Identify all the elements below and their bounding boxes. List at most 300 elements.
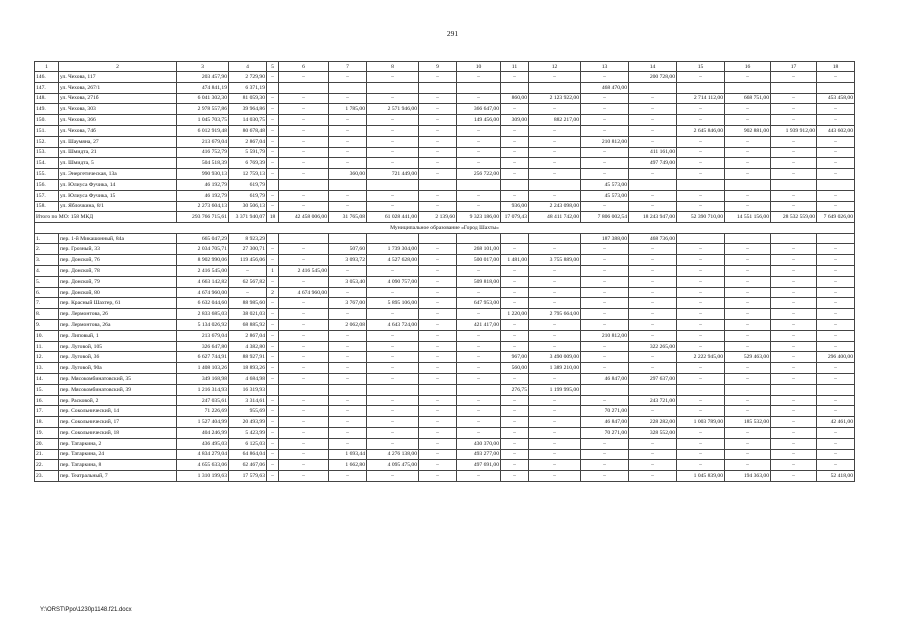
table-cell: 23. [35,471,59,482]
table-cell [457,233,501,244]
table-row [35,363,855,374]
table-cell: – [329,190,367,201]
table-cell: – [677,287,725,298]
table-cell: – [629,438,677,449]
table-cell: – [725,276,771,287]
table-cell: пер. Лермонтова, 26а [59,320,177,331]
table-cell: 4 663 142,82 [177,276,229,287]
table-cell: пер. Сокольнический, 18 [59,428,177,439]
table-cell [457,384,501,395]
table-cell: – [229,266,267,277]
table-cell: – [267,298,279,309]
table-cell: 529 463,00 [725,352,771,363]
table-cell: – [457,201,501,212]
table-cell: 45 573,00 [581,190,629,201]
table-cell: – [501,287,529,298]
table-cell: – [279,93,329,104]
table-cell: – [267,341,279,352]
table-cell: – [629,276,677,287]
table-cell: – [771,395,817,406]
table-cell: – [329,201,367,212]
table-cell: – [367,471,419,482]
table-cell: 1 739 304,00 [367,244,419,255]
table-cell: 411 161,00 [629,147,677,158]
table-cell: пер. Сокольнический, 14 [59,406,177,417]
table-cell: – [279,395,329,406]
table-cell: – [279,158,329,169]
table-cell: – [267,417,279,428]
table-cell: – [267,363,279,374]
table-cell: 8 923,29 [229,233,267,244]
table-cell: – [367,125,419,136]
table-cell: – [267,201,279,212]
table-cell: 443 602,00 [817,125,855,136]
table-cell: – [279,104,329,115]
table-cell [267,233,279,244]
table-cell: – [501,438,529,449]
table-cell: 5 591,79 [229,147,267,158]
table-cell: – [501,320,529,331]
table-cell: – [817,320,855,331]
table-cell: – [267,158,279,169]
table-cell: 936,00 [501,201,529,212]
table-row [35,82,855,93]
table-cell: – [457,428,501,439]
table-cell: – [279,255,329,266]
table-cell: – [725,449,771,460]
table-cell: 4 674 960,00 [177,287,229,298]
table-cell: – [419,406,457,417]
table-cell [419,179,457,190]
table-cell: 1 045 839,00 [677,471,725,482]
table-cell [457,82,501,93]
table-cell: – [267,330,279,341]
table-cell: 493 277,00 [457,449,501,460]
table-cell: ул. Чехова, 74б [59,125,177,136]
column-number: 13 [581,62,629,72]
table-cell: 203 457,90 [177,72,229,83]
table-cell: пер. Луговой, 90а [59,363,177,374]
table-cell: – [501,276,529,287]
table-cell [419,82,457,93]
table-cell: – [457,266,501,277]
table-cell: – [529,72,581,83]
table-cell: 18. [35,417,59,428]
table-cell: – [771,428,817,439]
table-cell: – [279,298,329,309]
table-cell: – [529,471,581,482]
table-cell: – [529,417,581,428]
table-cell: – [457,341,501,352]
table-cell: – [501,428,529,439]
table-cell: 2 222 945,00 [677,352,725,363]
table-cell: – [501,104,529,115]
table-cell: – [367,115,419,126]
table-cell: – [677,395,725,406]
table-cell: 1 939 912,00 [771,125,817,136]
table-cell: – [367,417,419,428]
table-cell: 860,00 [501,93,529,104]
table-cell: 13. [35,363,59,374]
table-cell: – [771,244,817,255]
table-cell: – [279,244,329,255]
table-cell: – [529,287,581,298]
total-value: 7 806 002,54 [581,212,629,223]
table-cell: – [419,147,457,158]
table-cell [771,233,817,244]
table-cell: – [771,72,817,83]
table-cell: – [817,309,855,320]
table-cell: – [725,460,771,471]
table-cell: 80 678,48 [229,125,267,136]
table-row [35,384,855,395]
table-cell: – [725,266,771,277]
table-cell: – [629,104,677,115]
page-number: 291 [446,29,459,38]
table-cell: 507,60 [329,244,367,255]
table-cell: – [629,115,677,126]
total-value: 17 079,43 [501,212,529,223]
table-cell: 2 123 922,00 [529,93,581,104]
table-cell: 20. [35,438,59,449]
table-cell: – [677,115,725,126]
table-cell: – [419,460,457,471]
table-cell: 88 927,91 [229,352,267,363]
table-row [35,147,855,158]
table-cell: 7. [35,298,59,309]
table-cell: – [329,147,367,158]
table-cell: 6 632 044,60 [177,298,229,309]
table-cell: – [771,93,817,104]
table-cell: – [817,330,855,341]
table-cell: – [329,341,367,352]
table-cell: – [279,147,329,158]
table-cell: 247 035,61 [177,395,229,406]
table-cell: – [771,352,817,363]
table-cell: 404 246,99 [177,428,229,439]
table-cell: – [817,406,855,417]
table-cell: – [529,125,581,136]
table-cell: 6 627 744,91 [177,352,229,363]
table-cell: – [529,428,581,439]
table-cell: – [329,136,367,147]
table-cell: – [267,190,279,201]
table-cell: – [279,330,329,341]
table-cell: 326 647,80 [177,341,229,352]
table-row [35,460,855,471]
table-cell: ул. Чехова, 366 [59,115,177,126]
table-cell: 1 310 199,63 [177,471,229,482]
table-cell: 2. [35,244,59,255]
table-cell: – [501,158,529,169]
table-cell: – [629,320,677,331]
table-cell: – [267,136,279,147]
table-cell: – [329,125,367,136]
table-cell: 1 045 703,75 [177,115,229,126]
table-cell: 8. [35,309,59,320]
table-row [35,169,855,180]
table-cell: – [771,115,817,126]
table-cell: – [329,266,367,277]
table-cell: 2 867,04 [229,330,267,341]
table-cell: – [725,147,771,158]
table-cell: 4 527 628,00 [367,255,419,266]
table-cell [629,384,677,395]
table-cell: – [367,341,419,352]
table-cell: 296 400,00 [817,352,855,363]
table-cell [677,384,725,395]
table-cell: 2 062,08 [329,320,367,331]
table-cell: – [419,169,457,180]
table-cell: 194 363,00 [725,471,771,482]
table-cell: – [629,266,677,277]
table-cell: – [367,309,419,320]
table-cell: – [725,330,771,341]
table-cell: – [817,255,855,266]
table-cell: – [529,266,581,277]
table-cell: – [529,330,581,341]
table-cell: – [279,417,329,428]
table-cell: – [457,363,501,374]
table-cell: – [817,298,855,309]
table-cell: 16. [35,395,59,406]
table-cell [629,82,677,93]
table-cell: – [581,93,629,104]
column-number: 5 [267,62,279,72]
table-cell: ул. Чехова, 303 [59,104,177,115]
table-cell: – [501,460,529,471]
table-cell: – [677,104,725,115]
table-cell: – [501,125,529,136]
table-cell: – [771,136,817,147]
table-cell [529,233,581,244]
table-cell: – [677,341,725,352]
table-cell [279,82,329,93]
table-cell: – [329,309,367,320]
table-cell: – [279,352,329,363]
table-cell: – [367,158,419,169]
table-cell: 4 095 475,00 [367,460,419,471]
table-cell: 349 168,98 [177,374,229,385]
column-number: 16 [725,62,771,72]
table-cell: – [457,72,501,83]
table-cell: – [279,115,329,126]
table-cell: 46 192,79 [177,179,229,190]
table-cell: – [267,115,279,126]
table-cell: – [267,169,279,180]
table-cell: – [529,395,581,406]
table-cell [817,384,855,395]
column-number: 6 [279,62,329,72]
table-cell: – [725,158,771,169]
table-cell: 560,00 [501,363,529,374]
table-cell [677,179,725,190]
table-cell: – [457,395,501,406]
table-cell: пер. Мясокомбинатовский, 35 [59,374,177,385]
table-row [35,320,855,331]
table-cell: – [419,352,457,363]
table-cell: – [501,136,529,147]
table-cell: 497 749,00 [629,158,677,169]
table-cell: – [677,255,725,266]
table-cell: – [367,266,419,277]
table-cell: ул. Чехова, 117 [59,72,177,83]
table-cell [279,233,329,244]
table-cell [419,384,457,395]
table-row [35,298,855,309]
table-cell: – [629,309,677,320]
table-cell: 243 721,00 [629,395,677,406]
table-cell: – [529,449,581,460]
table-cell: – [725,298,771,309]
table-cell: пер. Донской, 76 [59,255,177,266]
table-cell: 421 417,00 [457,320,501,331]
table-cell: 158. [35,201,59,212]
table-cell [367,179,419,190]
table-cell: – [501,147,529,158]
table-cell: – [501,169,529,180]
table-cell: – [725,395,771,406]
table-cell: 1 199 995,00 [529,384,581,395]
table-cell: – [367,136,419,147]
table-cell: – [771,460,817,471]
table-cell: – [419,125,457,136]
table-cell: – [817,266,855,277]
table-cell: – [771,201,817,212]
table-cell: 619,79 [229,179,267,190]
table-row [35,104,855,115]
table-cell: – [279,309,329,320]
table-row [35,158,855,169]
table-cell: – [677,309,725,320]
table-cell: – [329,287,367,298]
table-cell: – [419,449,457,460]
table-cell: 62 567,82 [229,276,267,287]
table-cell: 2 [267,287,279,298]
table-cell: – [419,330,457,341]
table-cell: – [677,320,725,331]
table-cell: – [629,287,677,298]
table-cell: – [229,287,267,298]
table-cell: – [581,169,629,180]
table-cell: ул. Шмидта, 5 [59,158,177,169]
table-cell: 497 691,00 [457,460,501,471]
table-cell: 10. [35,330,59,341]
table-cell: 6. [35,287,59,298]
table-cell: – [817,72,855,83]
table-cell: – [501,298,529,309]
table-cell: – [677,330,725,341]
table-cell: 2 714 112,00 [677,93,725,104]
table-cell: 70 271,00 [581,406,629,417]
table-cell: – [419,136,457,147]
table-cell: пер. Лермонтова, 26 [59,309,177,320]
table-cell: 2 645 846,00 [677,125,725,136]
table-cell [279,384,329,395]
table-cell: – [279,374,329,385]
table-cell: 619,79 [229,190,267,201]
footer-file-path: Y:\ORST\Ppo\1230p1148.f21.docx [40,607,132,613]
table-cell: 52 418,00 [817,471,855,482]
column-number: 1 [35,62,59,72]
table-cell: 1 693,44 [329,449,367,460]
table-cell [677,82,725,93]
table-cell: – [419,190,457,201]
table-cell: – [419,115,457,126]
table-cell: – [529,460,581,471]
table-cell: 1 389 210,00 [529,363,581,374]
table-cell [725,384,771,395]
table-cell: – [419,341,457,352]
table-cell: 328 552,00 [629,428,677,439]
table-cell: – [329,428,367,439]
table-cell: 3 053,40 [329,276,367,287]
column-number: 15 [677,62,725,72]
table-cell: 27 300,71 [229,244,267,255]
table-cell [267,179,279,190]
table-cell: – [419,72,457,83]
table-cell: пер. 1-й Микашонный, 84а [59,233,177,244]
table-cell: – [581,352,629,363]
table-cell: пер. Липовый, 1 [59,330,177,341]
table-cell: – [329,115,367,126]
table-cell: 1 [267,266,279,277]
table-cell: – [419,276,457,287]
table-cell: – [501,266,529,277]
table-cell: – [419,471,457,482]
table-cell: – [771,266,817,277]
table-cell: – [725,104,771,115]
total-value: 293 766 715,61 [177,212,229,223]
total-value: 9 323 186,00 [457,212,501,223]
table-cell: – [817,136,855,147]
table-cell: 2 833 685,03 [177,309,229,320]
table-cell: пер. Татаркина, 2 [59,438,177,449]
table-cell: – [267,244,279,255]
table-cell: – [725,72,771,83]
table-cell: – [817,169,855,180]
table-cell: ул. Яблочкина, 8/1 [59,201,177,212]
table-row [35,287,855,298]
table-row [35,179,855,190]
table-cell: 149. [35,104,59,115]
total-value: 18 [267,212,279,223]
table-cell: – [279,201,329,212]
table-cell: – [771,320,817,331]
column-number: 18 [817,62,855,72]
table-cell: – [419,266,457,277]
table-cell [367,233,419,244]
table-cell: 721 449,00 [367,169,419,180]
table-cell: – [419,428,457,439]
table-cell: – [677,158,725,169]
table-cell: – [817,363,855,374]
table-cell: – [419,287,457,298]
table-cell: 46 192,79 [177,190,229,201]
table-cell: 18 893,26 [229,363,267,374]
table-cell: – [279,460,329,471]
total-value: 48 411 742,00 [529,212,581,223]
table-cell: – [581,158,629,169]
table-row [35,428,855,439]
table-cell: – [629,298,677,309]
table-cell: – [529,104,581,115]
table-cell: – [629,471,677,482]
table-cell: 360,00 [329,169,367,180]
table-cell: – [677,460,725,471]
table-cell: – [677,428,725,439]
table-cell: – [367,287,419,298]
